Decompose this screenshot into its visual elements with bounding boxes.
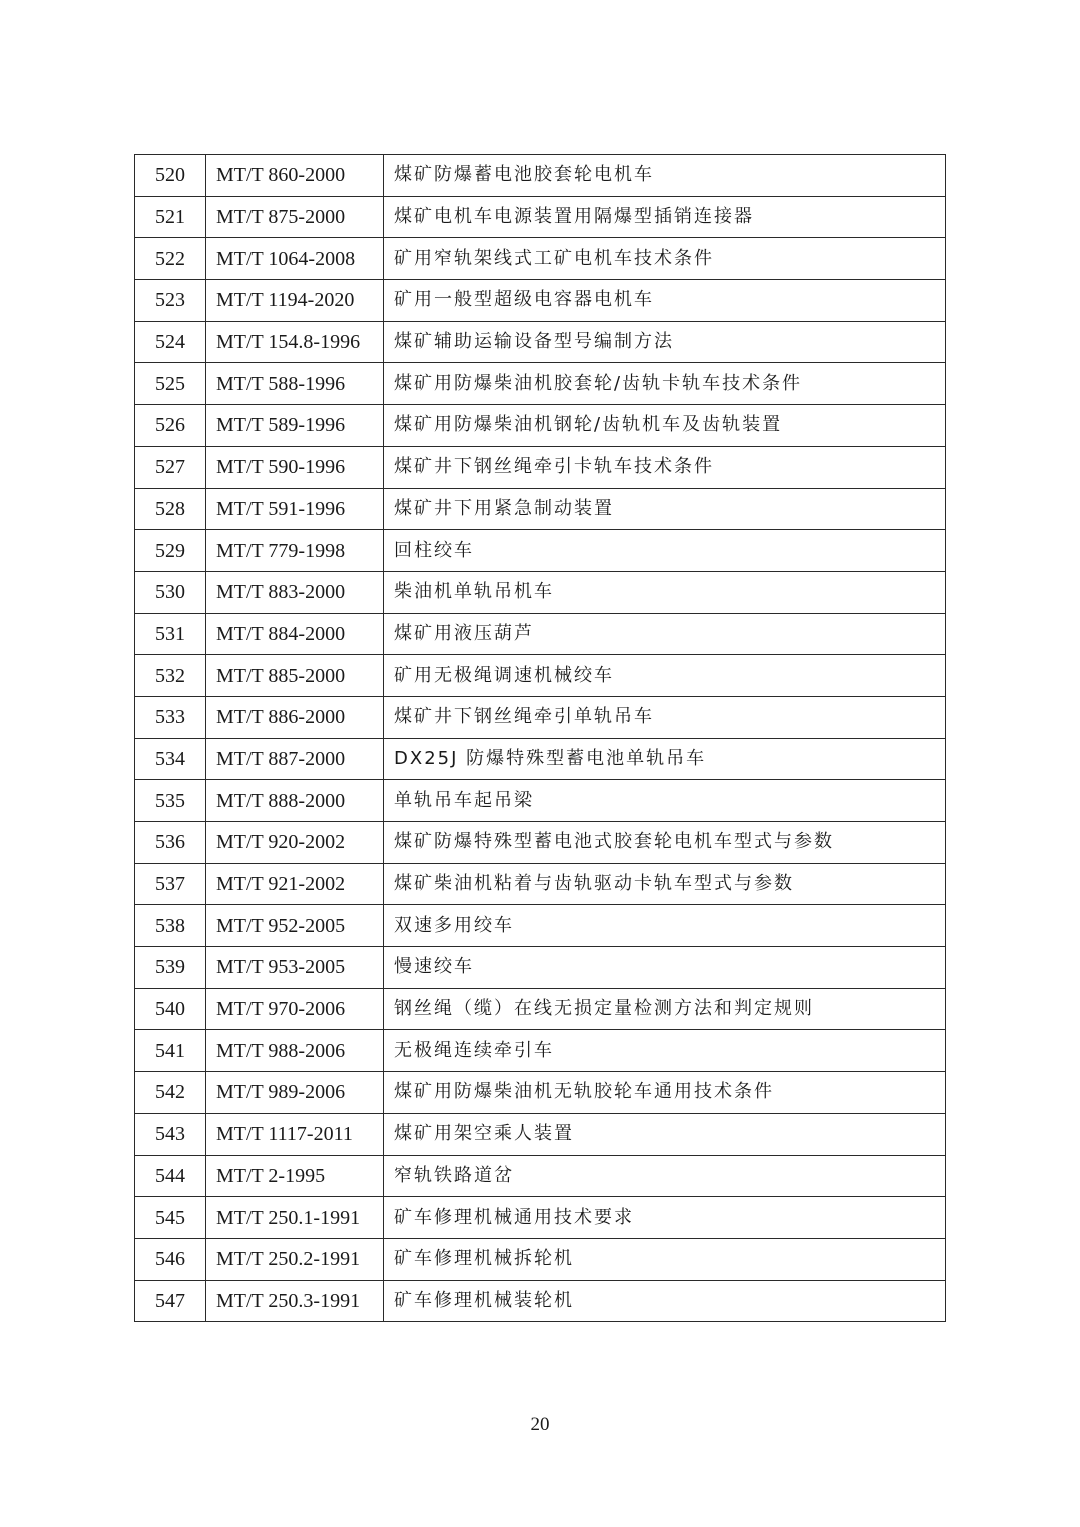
page-number: 20: [530, 1414, 550, 1435]
row-number-cell: 545: [135, 1197, 206, 1239]
standard-title-cell: 矿车修理机械拆轮机: [384, 1238, 946, 1280]
standard-code-cell: MT/T 886-2000: [206, 696, 384, 738]
standard-title-cell: 矿车修理机械通用技术要求: [384, 1197, 946, 1239]
row-number-cell: 544: [135, 1155, 206, 1197]
table-row: [135, 446, 946, 488]
standard-title-cell: 煤矿用防爆柴油机无轨胶轮车通用技术条件: [384, 1072, 946, 1114]
standard-code-cell: MT/T 921-2002: [206, 863, 384, 905]
standard-title-cell: 钢丝绳（缆）在线无损定量检测方法和判定规则: [384, 988, 946, 1030]
row-number-cell: 534: [135, 738, 206, 780]
row-number-cell: 531: [135, 613, 206, 655]
standard-code-cell: MT/T 154.8-1996: [206, 321, 384, 363]
table-row: [135, 988, 946, 1030]
table-row: [135, 947, 946, 989]
standard-code-cell: MT/T 250.2-1991: [206, 1238, 384, 1280]
table-row: [135, 1113, 946, 1155]
standard-title-cell: 煤矿电机车电源装置用隔爆型插销连接器: [384, 196, 946, 238]
standard-code-cell: MT/T 2-1995: [206, 1155, 384, 1197]
row-number-cell: 530: [135, 571, 206, 613]
table-row: [135, 405, 946, 447]
row-number-cell: 529: [135, 530, 206, 572]
standard-code-cell: MT/T 588-1996: [206, 363, 384, 405]
standard-code-cell: MT/T 887-2000: [206, 738, 384, 780]
standard-title-cell: 无极绳连续牵引车: [384, 1030, 946, 1072]
table-row: [135, 905, 946, 947]
standard-title-cell: 柴油机单轨吊机车: [384, 571, 946, 613]
row-number-cell: 543: [135, 1113, 206, 1155]
table-row: [135, 696, 946, 738]
table-row: [135, 863, 946, 905]
standard-title-cell: 双速多用绞车: [384, 905, 946, 947]
standard-title-cell: 慢速绞车: [384, 947, 946, 989]
table-row: [135, 196, 946, 238]
table-row: [135, 1072, 946, 1114]
standard-code-cell: MT/T 860-2000: [206, 155, 384, 197]
standard-title-cell: 窄轨铁路道岔: [384, 1155, 946, 1197]
standard-code-cell: MT/T 920-2002: [206, 822, 384, 864]
standard-title-cell: 煤矿井下钢丝绳牵引卡轨车技术条件: [384, 446, 946, 488]
row-number-cell: 535: [135, 780, 206, 822]
standard-code-cell: MT/T 888-2000: [206, 780, 384, 822]
row-number-cell: 520: [135, 155, 206, 197]
standard-code-cell: MT/T 250.1-1991: [206, 1197, 384, 1239]
table-row: [135, 363, 946, 405]
standard-title-cell: 煤矿用防爆柴油机胶套轮/齿轨卡轨车技术条件: [384, 363, 946, 405]
row-number-cell: 533: [135, 696, 206, 738]
row-number-cell: 527: [135, 446, 206, 488]
table-row: [135, 155, 946, 197]
row-number-cell: 541: [135, 1030, 206, 1072]
table-row: [135, 1280, 946, 1322]
standard-code-cell: MT/T 952-2005: [206, 905, 384, 947]
standard-title-cell: 矿用无极绳调速机械绞车: [384, 655, 946, 697]
standard-title-cell: 煤矿辅助运输设备型号编制方法: [384, 321, 946, 363]
row-number-cell: 536: [135, 822, 206, 864]
table-row: [135, 280, 946, 322]
row-number-cell: 546: [135, 1238, 206, 1280]
standard-code-cell: MT/T 884-2000: [206, 613, 384, 655]
standard-code-cell: MT/T 1064-2008: [206, 238, 384, 280]
standard-code-cell: MT/T 970-2006: [206, 988, 384, 1030]
standards-table: [134, 154, 946, 1322]
standard-title-cell: 矿用窄轨架线式工矿电机车技术条件: [384, 238, 946, 280]
row-number-cell: 521: [135, 196, 206, 238]
standard-code-cell: MT/T 590-1996: [206, 446, 384, 488]
standard-title-cell: 煤矿防爆特殊型蓄电池式胶套轮电机车型式与参数: [384, 822, 946, 864]
standard-title-cell: 煤矿柴油机粘着与齿轨驱动卡轨车型式与参数: [384, 863, 946, 905]
table-row: [135, 822, 946, 864]
standard-title-cell: 矿用一般型超级电容器电机车: [384, 280, 946, 322]
standard-title-cell: 煤矿井下钢丝绳牵引单轨吊车: [384, 696, 946, 738]
standard-title-cell: 单轨吊车起吊梁: [384, 780, 946, 822]
table-row: [135, 238, 946, 280]
row-number-cell: 523: [135, 280, 206, 322]
table-row: [135, 488, 946, 530]
standard-title-cell: 煤矿用防爆柴油机钢轮/齿轨机车及齿轨装置: [384, 405, 946, 447]
table-row: [135, 1030, 946, 1072]
standard-code-cell: MT/T 885-2000: [206, 655, 384, 697]
standard-code-cell: MT/T 779-1998: [206, 530, 384, 572]
row-number-cell: 522: [135, 238, 206, 280]
standard-title-cell: 煤矿用液压葫芦: [384, 613, 946, 655]
row-number-cell: 526: [135, 405, 206, 447]
table-row: [135, 655, 946, 697]
table-row: [135, 1197, 946, 1239]
table-row: [135, 613, 946, 655]
standard-title-cell: 矿车修理机械装轮机: [384, 1280, 946, 1322]
table-row: [135, 1155, 946, 1197]
standard-code-cell: MT/T 953-2005: [206, 947, 384, 989]
standard-title-cell: DX25J 防爆特殊型蓄电池单轨吊车: [384, 738, 946, 780]
standard-title-cell: 煤矿井下用紧急制动装置: [384, 488, 946, 530]
standard-title-cell: 回柱绞车: [384, 530, 946, 572]
row-number-cell: 547: [135, 1280, 206, 1322]
row-number-cell: 537: [135, 863, 206, 905]
standard-code-cell: MT/T 989-2006: [206, 1072, 384, 1114]
standard-code-cell: MT/T 883-2000: [206, 571, 384, 613]
standard-code-cell: MT/T 1194-2020: [206, 280, 384, 322]
table-row: [135, 530, 946, 572]
standards-table-body: [135, 155, 946, 1322]
row-number-cell: 532: [135, 655, 206, 697]
row-number-cell: 525: [135, 363, 206, 405]
row-number-cell: 542: [135, 1072, 206, 1114]
table-row: [135, 738, 946, 780]
table-row: [135, 571, 946, 613]
standard-code-cell: MT/T 1117-2011: [206, 1113, 384, 1155]
standard-code-cell: MT/T 591-1996: [206, 488, 384, 530]
row-number-cell: 539: [135, 947, 206, 989]
row-number-cell: 528: [135, 488, 206, 530]
standard-title-cell: 煤矿用架空乘人装置: [384, 1113, 946, 1155]
row-number-cell: 524: [135, 321, 206, 363]
standard-code-cell: MT/T 875-2000: [206, 196, 384, 238]
standard-title-cell: 煤矿防爆蓄电池胶套轮电机车: [384, 155, 946, 197]
standard-code-cell: MT/T 988-2006: [206, 1030, 384, 1072]
table-row: [135, 1238, 946, 1280]
standard-code-cell: MT/T 250.3-1991: [206, 1280, 384, 1322]
row-number-cell: 538: [135, 905, 206, 947]
standard-code-cell: MT/T 589-1996: [206, 405, 384, 447]
table-row: [135, 321, 946, 363]
table-row: [135, 780, 946, 822]
row-number-cell: 540: [135, 988, 206, 1030]
